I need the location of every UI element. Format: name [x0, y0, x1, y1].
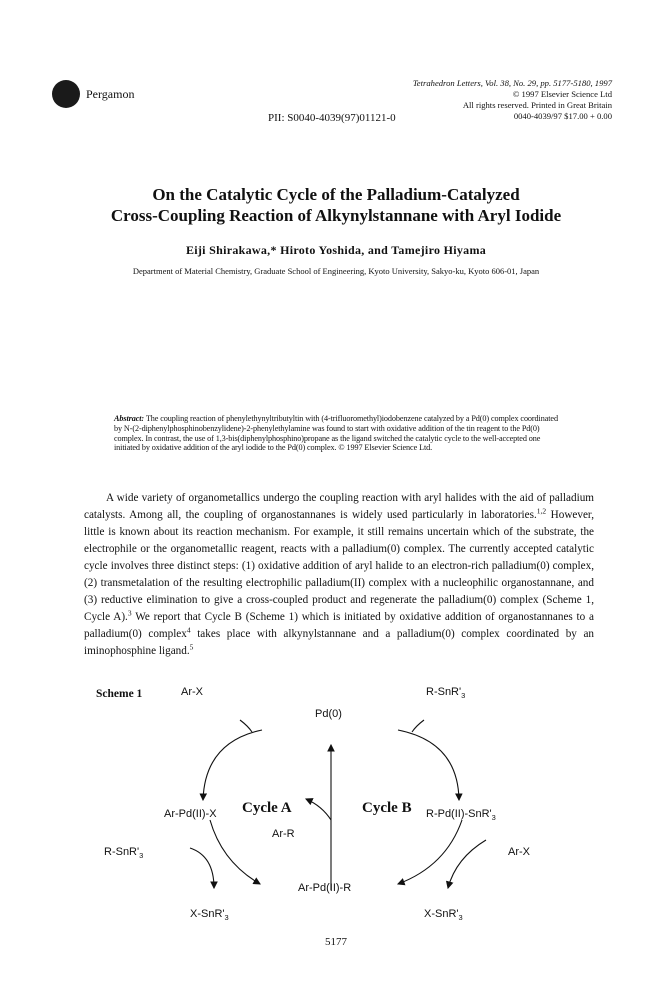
- scheme-ar-x-right: Ar-X: [508, 846, 530, 858]
- subscript: 3: [139, 851, 144, 861]
- title-line-2: Cross-Coupling Reaction of Alkynylstannane with Aryl Iodide: [110, 206, 562, 225]
- title-line-1: On the Catalytic Cycle of the Palladium-Catalyzed: [152, 185, 520, 204]
- arrow-step-b: [398, 820, 462, 884]
- scheme-xsnr3-right: [424, 908, 463, 922]
- cycle-a-label: Cycle A: [242, 800, 292, 816]
- scheme-r-pd-snr3: [426, 808, 496, 822]
- reference-marker: 3: [127, 608, 132, 618]
- issn-line: 0040-4039/97 $17.00 + 0.00: [513, 111, 612, 121]
- author-list: Eiji Shirakawa,* Hiroto Yoshida, and Tamejiro Hiyama: [185, 243, 487, 257]
- subscript: 3: [491, 813, 496, 823]
- arrow-reagent-in-a: [240, 720, 252, 732]
- scheme-ar-r: Ar-R: [272, 828, 295, 840]
- scheme-ar-pd-x: Ar-Pd(II)-X: [164, 808, 217, 820]
- pii-identifier: PII: S0040-4039(97)01121-0: [268, 112, 396, 124]
- arrow-byproduct-b: [448, 840, 486, 888]
- arrow-oxidative-addition-a: [203, 730, 262, 800]
- body-sentence: A wide variety of organometallics undergo the coupling reaction with aryl halides with the aid of palladium catalysts. Among all, the coupling of organostannanes is widely used particularly in laboratories.: [84, 492, 594, 521]
- rights-line: All rights reserved. Printed in Great Britain: [462, 100, 612, 110]
- scheme-label-text: R-Pd(II)-SnR': [426, 808, 492, 820]
- body-sentence: takes place with alkynylstannane and a palladium(0) complex coordinated by an iminophosphine ligand.: [84, 628, 595, 657]
- subscript: 3: [224, 913, 229, 923]
- reference-marker: 5: [189, 642, 194, 652]
- journal-citation: Tetrahedron Letters, Vol. 38, No. 29, pp. 5177-5180, 1997: [412, 78, 612, 88]
- abstract-label: Abstract:: [114, 414, 145, 423]
- arrow-oxidative-addition-b: [398, 730, 459, 800]
- subscript: 3: [458, 913, 463, 923]
- publisher-name: Pergamon: [86, 87, 135, 101]
- abstract-text: The coupling reaction of phenylethynyltributyltin with (4-trifluoromethyl)iodobenzene catalyzed by a Pd(0) complex coordinated by N-(2-diphenylphosphinobenzylidene)-2-phenylethylamine was found to start with oxidative addition of the tin reagent to the Pd(0) complex. In contrast, the use of 1,3-bis(diphenylphosphino)propane as the ligand switched the catalytic cycle to the well-accepted one initiated by oxidative addition of the aryl iodide to the Pd(0) complex. © 1997 Elsevier Science Ltd.: [114, 414, 558, 453]
- reference-marker: 4: [186, 625, 191, 635]
- copyright-line: © 1997 Elsevier Science Ltd: [512, 89, 612, 99]
- scheme-rsnr3-top: [426, 686, 465, 700]
- scheme-label-text: X-SnR': [424, 908, 459, 920]
- arrow-product-out: [306, 799, 331, 820]
- cycle-b-label: Cycle B: [362, 800, 412, 816]
- page-number: 5177: [325, 936, 347, 948]
- scheme-label-text: R-SnR': [426, 686, 462, 698]
- scheme-label-text: R-SnR': [104, 846, 140, 858]
- arrow-transmetalation-a: [210, 820, 260, 884]
- scheme-ar-x-top: Ar-X: [181, 686, 203, 698]
- subscript: 3: [461, 691, 466, 701]
- scheme-ar-pd-r: Ar-Pd(II)-R: [298, 882, 352, 894]
- arrow-reagent-in-b: [412, 720, 424, 732]
- body-sentence: However, little is known about its reaction mechanism. For example, it still remains uncertain which of the substrate, the electrophile or the organometallic reagent, reacts with a palladium(0) complex. The currently accepted catalytic cycle involves three distinct steps: (1) oxidative addition of aryl halide to an electron-rich palladium(0) complex, (2) transmetalation of the resulting electrophilic palladium(II) complex with a nucleophilic organostannane, and (3) reductive elimination to give a cross-coupled product and regenerate the palladium(0) complex (Scheme 1, Cycle A).: [84, 509, 594, 623]
- scheme-label-text: X-SnR': [190, 908, 225, 920]
- scheme-pd0: Pd(0): [315, 708, 342, 720]
- body-sentence: We report that Cycle B (Scheme 1) which is initiated by oxidative addition of organostannanes to a palladium(0) complex: [84, 611, 594, 640]
- reference-marker: 1,2: [536, 506, 547, 516]
- arrow-byproduct-a: [190, 848, 214, 888]
- scheme-xsnr3-left: [190, 908, 229, 922]
- affiliation: Department of Material Chemistry, Graduate School of Engineering, Kyoto University, Sakyo-ku, Kyoto 606-01, Japan: [132, 266, 540, 276]
- scheme-rsnr3-left: [104, 846, 143, 860]
- scheme-label: Scheme 1: [96, 688, 143, 700]
